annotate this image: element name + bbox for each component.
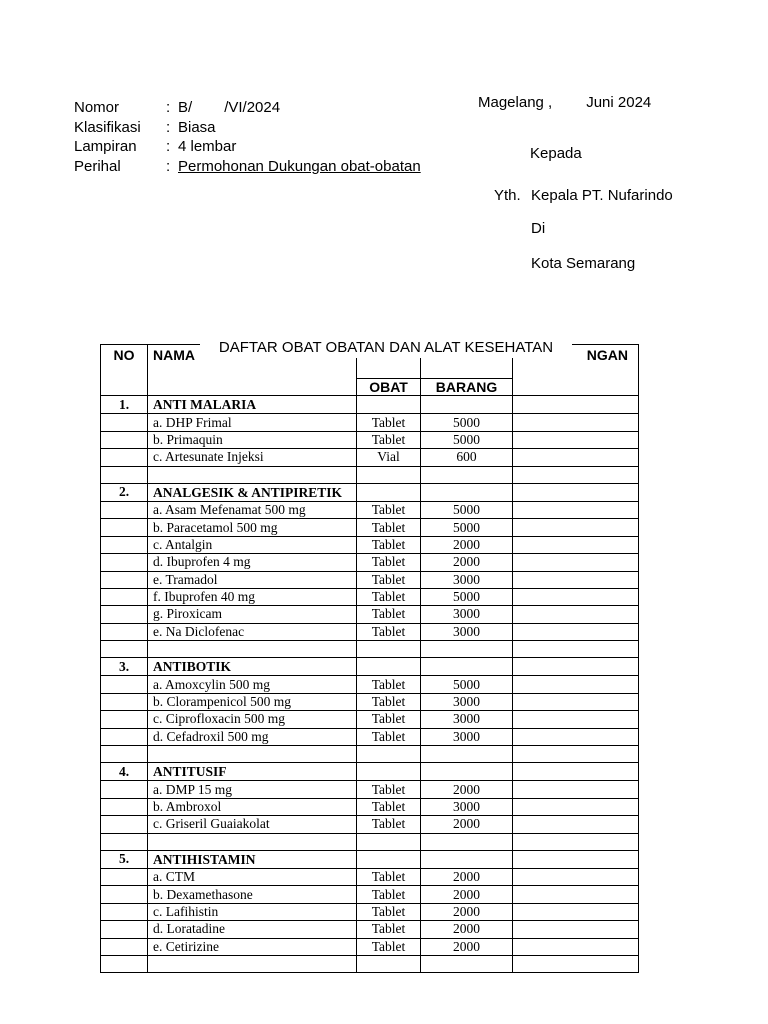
empty-cell xyxy=(513,414,639,431)
medicine-unit: Tablet xyxy=(357,431,421,448)
table-row xyxy=(101,449,639,466)
empty-cell xyxy=(101,955,148,972)
medicine-name: a. DHP Frimal xyxy=(148,414,357,431)
table-row xyxy=(101,693,639,710)
table-row xyxy=(101,606,639,623)
empty-cell xyxy=(101,554,148,571)
empty-cell xyxy=(421,466,513,483)
empty-cell xyxy=(513,781,639,798)
header-obat: OBAT xyxy=(357,379,421,396)
medicine-name: c. Lafihistin xyxy=(148,903,357,920)
empty-cell xyxy=(101,501,148,518)
medicine-name: c. Griseril Guaiakolat xyxy=(148,816,357,833)
empty-cell xyxy=(101,693,148,710)
category-row xyxy=(101,396,639,414)
medicine-unit: Tablet xyxy=(357,816,421,833)
table-row xyxy=(101,536,639,553)
empty-cell xyxy=(357,955,421,972)
medicine-qty: 2000 xyxy=(421,903,513,920)
empty-cell xyxy=(421,641,513,658)
lampiran-value: 4 lembar xyxy=(178,138,237,155)
medicine-qty: 5000 xyxy=(421,501,513,518)
medicine-name: a. Asam Mefenamat 500 mg xyxy=(148,501,357,518)
medicine-unit: Tablet xyxy=(357,781,421,798)
nomor-prefix: B/ xyxy=(178,99,193,116)
empty-cell xyxy=(421,658,513,676)
medicine-name: e. Tramadol xyxy=(148,571,357,588)
medicine-name: d. Loratadine xyxy=(148,921,357,938)
colon: : xyxy=(166,99,171,116)
empty-cell xyxy=(513,483,639,501)
table-row xyxy=(101,519,639,536)
empty-cell xyxy=(513,833,639,850)
empty-cell xyxy=(513,519,639,536)
medicine-name: a. Amoxcylin 500 mg xyxy=(148,676,357,693)
header-barang: BARANG xyxy=(421,379,513,396)
medicine-unit: Tablet xyxy=(357,868,421,885)
medicine-unit: Tablet xyxy=(357,676,421,693)
empty-cell xyxy=(101,606,148,623)
medicine-qty: 2000 xyxy=(421,554,513,571)
empty-cell xyxy=(101,798,148,815)
empty-cell xyxy=(101,728,148,745)
medicine-name: b. Dexamethasone xyxy=(148,886,357,903)
empty-cell xyxy=(513,588,639,605)
medicine-name: e. Na Diclofenac xyxy=(148,623,357,640)
medicine-unit: Tablet xyxy=(357,711,421,728)
medicine-unit: Tablet xyxy=(357,606,421,623)
medicine-unit: Tablet xyxy=(357,501,421,518)
empty-cell xyxy=(513,903,639,920)
medicine-unit: Tablet xyxy=(357,693,421,710)
empty-cell xyxy=(101,921,148,938)
medicine-unit: Tablet xyxy=(357,588,421,605)
empty-cell xyxy=(513,868,639,885)
empty-cell xyxy=(101,571,148,588)
category-row xyxy=(101,483,639,501)
empty-cell xyxy=(101,641,148,658)
medicine-unit: Tablet xyxy=(357,938,421,955)
lampiran-label: Lampiran xyxy=(74,138,137,155)
table-row xyxy=(101,798,639,815)
empty-cell xyxy=(513,955,639,972)
table-row xyxy=(101,571,639,588)
medicine-table xyxy=(100,344,639,973)
empty-cell xyxy=(101,519,148,536)
medicine-name: b. Paracetamol 500 mg xyxy=(148,519,357,536)
empty-cell xyxy=(357,658,421,676)
empty-cell xyxy=(101,711,148,728)
empty-cell xyxy=(101,449,148,466)
medicine-name: b. Clorampenicol 500 mg xyxy=(148,693,357,710)
empty-cell xyxy=(421,833,513,850)
category-row xyxy=(101,850,639,868)
medicine-qty: 3000 xyxy=(421,728,513,745)
empty-cell xyxy=(513,658,639,676)
empty-cell xyxy=(513,938,639,955)
empty-cell xyxy=(513,554,639,571)
empty-cell xyxy=(513,728,639,745)
empty-cell xyxy=(513,921,639,938)
table-row xyxy=(101,431,639,448)
medicine-name: d. Cefadroxil 500 mg xyxy=(148,728,357,745)
medicine-name: a. DMP 15 mg xyxy=(148,781,357,798)
yth-label: Yth. xyxy=(494,187,521,204)
empty-cell xyxy=(421,396,513,414)
empty-cell xyxy=(513,623,639,640)
perihal-value: Permohonan Dukungan obat-obatan xyxy=(178,157,421,175)
table-row xyxy=(101,903,639,920)
colon: : xyxy=(166,138,171,155)
klasifikasi-value: Biasa xyxy=(178,118,216,136)
category-row xyxy=(101,763,639,781)
empty-cell xyxy=(101,938,148,955)
empty-cell xyxy=(101,833,148,850)
empty-cell xyxy=(513,449,639,466)
table-row xyxy=(101,816,639,833)
empty-cell xyxy=(513,396,639,414)
medicine-qty: 2000 xyxy=(421,781,513,798)
table-row xyxy=(101,501,639,518)
empty-cell xyxy=(101,623,148,640)
category-number: 4. xyxy=(101,763,148,781)
empty-cell xyxy=(421,483,513,501)
medicine-qty: 2000 xyxy=(421,886,513,903)
category-name: ANTITUSIF xyxy=(148,763,357,781)
medicine-qty: 2000 xyxy=(421,938,513,955)
medicine-name: a. CTM xyxy=(148,868,357,885)
empty-cell xyxy=(148,641,357,658)
medicine-qty: 2000 xyxy=(421,536,513,553)
category-number: 5. xyxy=(101,850,148,868)
empty-cell xyxy=(148,746,357,763)
spacer-row xyxy=(101,955,639,972)
empty-cell xyxy=(513,850,639,868)
category-name: ANTIBOTIK xyxy=(148,658,357,676)
medicine-unit: Tablet xyxy=(357,921,421,938)
nomor-suffix: /VI/2024 xyxy=(224,99,281,116)
medicine-name: f. Ibuprofen 40 mg xyxy=(148,588,357,605)
empty-cell xyxy=(101,868,148,885)
category-name: ANALGESIK & ANTIPIRETIK xyxy=(148,483,357,501)
table-row xyxy=(101,711,639,728)
empty-cell xyxy=(421,850,513,868)
table-row xyxy=(101,728,639,745)
medicine-qty: 5000 xyxy=(421,414,513,431)
letter-meta xyxy=(74,98,421,176)
table-row xyxy=(101,781,639,798)
table-row xyxy=(101,554,639,571)
medicine-unit: Tablet xyxy=(357,519,421,536)
empty-cell xyxy=(513,466,639,483)
table-row xyxy=(101,623,639,640)
medicine-qty: 2000 xyxy=(421,868,513,885)
medicine-unit: Tablet xyxy=(357,414,421,431)
empty-cell xyxy=(513,676,639,693)
perihal-row xyxy=(74,157,421,177)
header-nama: NAMA xyxy=(148,345,357,396)
medicine-qty: 3000 xyxy=(421,693,513,710)
medicine-name: g. Piroxicam xyxy=(148,606,357,623)
medicine-name: e. Cetirizine xyxy=(148,938,357,955)
empty-cell xyxy=(101,536,148,553)
empty-cell xyxy=(513,816,639,833)
empty-cell xyxy=(513,763,639,781)
klasifikasi-label: Klasifikasi xyxy=(74,118,141,136)
category-row xyxy=(101,658,639,676)
medicine-qty: 2000 xyxy=(421,921,513,938)
empty-cell xyxy=(513,746,639,763)
place: Magelang , xyxy=(478,94,553,111)
empty-cell xyxy=(101,431,148,448)
medicine-qty: 5000 xyxy=(421,431,513,448)
empty-cell xyxy=(513,501,639,518)
empty-cell xyxy=(148,833,357,850)
empty-cell xyxy=(357,466,421,483)
medicine-name: c. Artesunate Injeksi xyxy=(148,449,357,466)
spacer-row xyxy=(101,833,639,850)
table-row xyxy=(101,588,639,605)
empty-cell xyxy=(148,466,357,483)
medicine-name: b. Ambroxol xyxy=(148,798,357,815)
empty-cell xyxy=(101,676,148,693)
empty-cell xyxy=(148,955,357,972)
table-row xyxy=(101,938,639,955)
header-no: NO xyxy=(101,345,148,396)
empty-cell xyxy=(421,746,513,763)
medicine-name: c. Ciprofloxacin 500 mg xyxy=(148,711,357,728)
empty-cell xyxy=(513,886,639,903)
medicine-unit: Tablet xyxy=(357,554,421,571)
spacer-row xyxy=(101,466,639,483)
nomor-row xyxy=(74,98,421,118)
empty-cell xyxy=(357,833,421,850)
empty-cell xyxy=(357,850,421,868)
empty-cell xyxy=(357,396,421,414)
medicine-qty: 3000 xyxy=(421,606,513,623)
empty-cell xyxy=(357,641,421,658)
empty-cell xyxy=(513,693,639,710)
medicine-unit: Tablet xyxy=(357,886,421,903)
empty-cell xyxy=(101,414,148,431)
place-date xyxy=(478,93,651,113)
category-number: 1. xyxy=(101,396,148,414)
lampiran-row xyxy=(74,137,421,157)
empty-cell xyxy=(513,536,639,553)
empty-cell xyxy=(513,606,639,623)
medicine-unit: Tablet xyxy=(357,903,421,920)
empty-cell xyxy=(101,886,148,903)
table-row xyxy=(101,676,639,693)
empty-cell xyxy=(513,641,639,658)
nomor-label: Nomor xyxy=(74,99,120,116)
medicine-qty: 5000 xyxy=(421,676,513,693)
header-keterangan: NGAN xyxy=(513,345,639,396)
category-name: ANTI MALARIA xyxy=(148,396,357,414)
empty-cell xyxy=(513,798,639,815)
perihal-label: Perihal xyxy=(74,157,121,175)
city: Kota Semarang xyxy=(531,255,636,272)
medicine-unit: Tablet xyxy=(357,798,421,815)
medicine-qty: 3000 xyxy=(421,711,513,728)
table-row xyxy=(101,868,639,885)
medicine-name: b. Primaquin xyxy=(148,431,357,448)
empty-cell xyxy=(357,746,421,763)
table-row xyxy=(101,886,639,903)
empty-cell xyxy=(513,711,639,728)
medicine-qty: 3000 xyxy=(421,623,513,640)
medicine-name: c. Antalgin xyxy=(148,536,357,553)
medicine-qty: 2000 xyxy=(421,816,513,833)
table-title: DAFTAR OBAT OBATAN DAN ALAT KESEHATAN xyxy=(200,338,572,358)
medicine-qty: 3000 xyxy=(421,798,513,815)
empty-cell xyxy=(101,746,148,763)
empty-cell xyxy=(101,816,148,833)
recipient: Kepala PT. Nufarindo xyxy=(531,187,673,204)
medicine-unit: Tablet xyxy=(357,536,421,553)
empty-cell xyxy=(421,763,513,781)
table-row xyxy=(101,921,639,938)
medicine-unit: Tablet xyxy=(357,623,421,640)
spacer-row xyxy=(101,641,639,658)
empty-cell xyxy=(357,763,421,781)
medicine-qty: 600 xyxy=(421,449,513,466)
klasifikasi-row xyxy=(74,118,421,138)
empty-cell xyxy=(357,483,421,501)
medicine-qty: 5000 xyxy=(421,588,513,605)
date: Juni 2024 xyxy=(586,94,652,111)
empty-cell xyxy=(101,781,148,798)
empty-cell xyxy=(101,903,148,920)
empty-cell xyxy=(101,466,148,483)
category-number: 3. xyxy=(101,658,148,676)
di-label: Di xyxy=(531,220,546,237)
medicine-qty: 3000 xyxy=(421,571,513,588)
kepada-label: Kepada xyxy=(530,145,582,162)
medicine-unit: Tablet xyxy=(357,571,421,588)
empty-cell xyxy=(421,955,513,972)
colon: : xyxy=(166,157,171,175)
spacer-row xyxy=(101,746,639,763)
category-name: ANTIHISTAMIN xyxy=(148,850,357,868)
medicine-name: d. Ibuprofen 4 mg xyxy=(148,554,357,571)
table-row xyxy=(101,414,639,431)
medicine-unit: Vial xyxy=(357,449,421,466)
empty-cell xyxy=(101,588,148,605)
category-number: 2. xyxy=(101,483,148,501)
table-body xyxy=(101,345,639,973)
empty-cell xyxy=(513,431,639,448)
empty-cell xyxy=(513,571,639,588)
colon: : xyxy=(166,118,171,136)
medicine-qty: 5000 xyxy=(421,519,513,536)
medicine-unit: Tablet xyxy=(357,728,421,745)
